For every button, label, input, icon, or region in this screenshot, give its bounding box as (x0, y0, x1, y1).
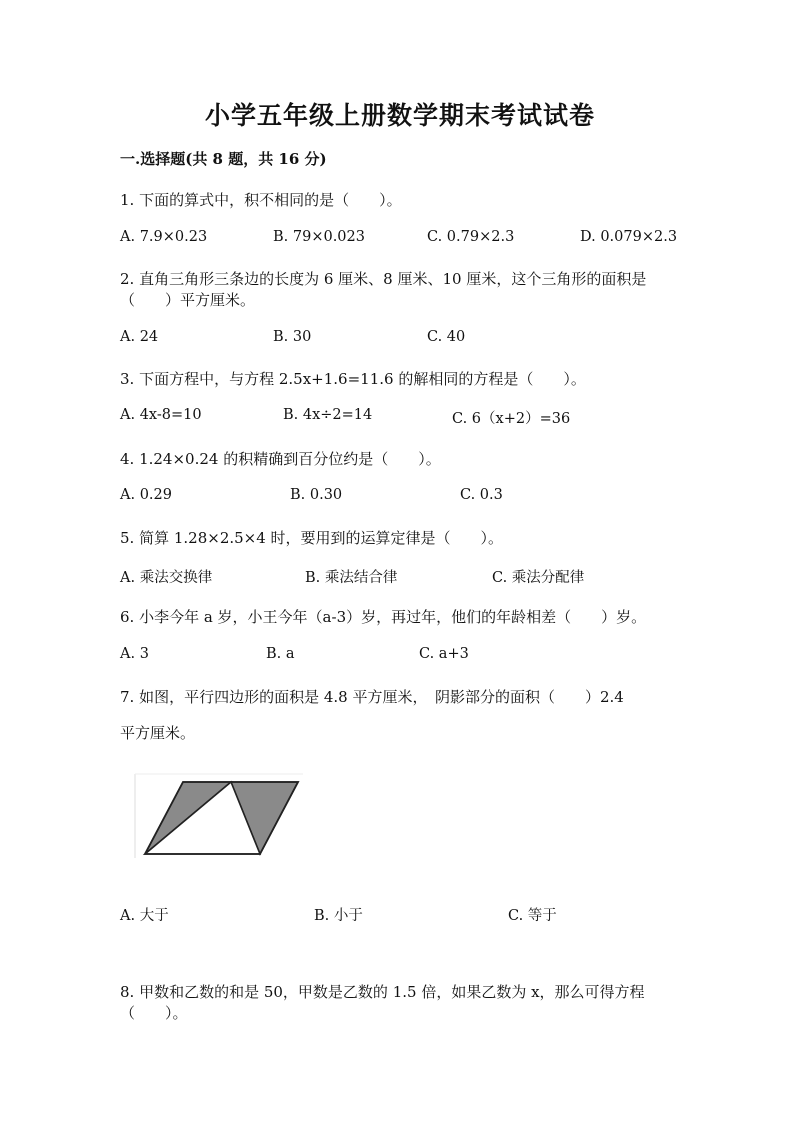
question-4-option-a[interactable]: A. 0.29 (120, 487, 172, 503)
question-4-option-b[interactable]: B. 0.30 (290, 487, 343, 503)
question-7-option-c[interactable]: C. 等于 (508, 908, 557, 924)
question-2-text-line-1: 2. 直角三角形三条边的长度为 6 厘米、8 厘米、10 厘米，这个三角形的面积是 (120, 270, 647, 288)
question-7-text-line-1: 7. 如图，平行四边形的面积是 4.8 平方厘米， 阴影部分的面积（ ）2.4 (120, 688, 624, 706)
question-1-option-c[interactable]: C. 0.79×2.3 (427, 229, 515, 245)
question-6-option-a[interactable]: A. 3 (120, 646, 149, 662)
question-2-option-b[interactable]: B. 30 (273, 329, 312, 345)
question-1-option-d[interactable]: D. 0.079×2.3 (580, 229, 678, 245)
question-6-text: 6. 小李今年 a 岁，小王今年（a-3）岁，再过年，他们的年龄相差（ ）岁。 (120, 608, 647, 626)
question-6-option-b[interactable]: B. a (266, 646, 295, 662)
question-2-option-a[interactable]: A. 24 (120, 329, 159, 345)
question-7-option-b[interactable]: B. 小于 (314, 908, 363, 924)
question-5-option-a[interactable]: A. 乘法交换律 (120, 570, 213, 586)
question-7-text-line-2: 平方厘米。 (120, 724, 196, 742)
question-7-option-a[interactable]: A. 大于 (120, 908, 169, 924)
question-5-text: 5. 简算 1.28×2.5×4 时，要用到的运算定律是（ ）。 (120, 529, 504, 547)
question-8-text-line-1: 8. 甲数和乙数的和是 50，甲数是乙数的 1.5 倍，如果乙数为 x，那么可得方程 (120, 983, 645, 1001)
question-5-option-b[interactable]: B. 乘法结合律 (305, 570, 398, 586)
question-4-option-c[interactable]: C. 0.3 (460, 487, 503, 503)
question-2-text-line-2: （ ）平方厘米。 (120, 291, 256, 309)
question-6-option-c[interactable]: C. a+3 (419, 646, 469, 662)
parallelogram-figure (133, 772, 308, 860)
question-3-text: 3. 下面方程中，与方程 2.5x+1.6=11.6 的解相同的方程是（ ）。 (120, 370, 586, 388)
question-3-option-c[interactable]: C. 6（x+2）=36 (452, 411, 571, 427)
page-title: 小学五年级上册数学期末考试试卷 (204, 101, 595, 130)
question-1-option-b[interactable]: B. 79×0.023 (273, 229, 365, 245)
question-8-text-line-2: （ ）。 (120, 1004, 188, 1022)
question-4-text: 4. 1.24×0.24 的积精确到百分位约是（ ）。 (120, 450, 441, 468)
section-heading: 一.选择题(共 8 题，共 16 分) (120, 150, 327, 168)
question-3-option-a[interactable]: A. 4x-8=10 (120, 407, 202, 423)
question-1-option-a[interactable]: A. 7.9×0.23 (120, 229, 208, 245)
question-5-option-c[interactable]: C. 乘法分配律 (492, 570, 585, 586)
question-2-option-c[interactable]: C. 40 (427, 329, 466, 345)
question-1-text: 1. 下面的算式中，积不相同的是（ ）。 (120, 191, 402, 209)
question-3-option-b[interactable]: B. 4x÷2=14 (283, 407, 373, 423)
